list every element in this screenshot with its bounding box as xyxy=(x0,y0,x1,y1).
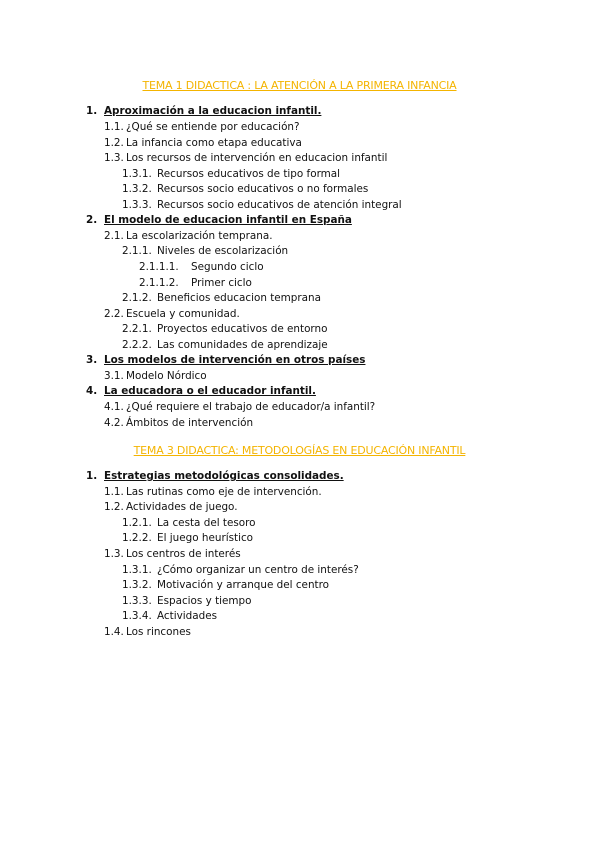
tema1-title: TEMA 1 DIDACTICA : LA ATENCIÓN A LA PRIMERA INFANCIA xyxy=(142,79,457,92)
item-text: La escolarización temprana. xyxy=(126,230,273,242)
tema1-outline-item xyxy=(122,182,368,196)
item-text: Los recursos de intervención en educacion infantil xyxy=(126,152,388,164)
tema3-outline-item xyxy=(122,516,256,530)
tema1-outline-item xyxy=(104,416,253,430)
tema1-outline-item xyxy=(104,120,300,134)
item-number: 1.3.4. xyxy=(122,610,152,622)
item-text: Recursos socio educativos o no formales xyxy=(157,183,369,195)
item-number: 1. xyxy=(86,470,98,482)
tema1-outline-item xyxy=(122,198,402,212)
item-number: 2.2.1. xyxy=(122,323,152,335)
item-number: 2.2. xyxy=(104,308,124,320)
item-text: Los modelos de intervención en otros países xyxy=(104,354,366,366)
item-text: Motivación y arranque del centro xyxy=(157,579,329,591)
tema3-outline-item xyxy=(104,547,241,561)
item-number: 2. xyxy=(86,214,98,226)
tema3-outline-item xyxy=(104,500,238,514)
tema1-outline-item xyxy=(122,291,321,305)
tema3-outline-item xyxy=(122,578,329,592)
tema1-outline-item xyxy=(122,167,340,181)
item-text: Beneficios educacion temprana xyxy=(157,292,321,304)
item-number: 1.2.2. xyxy=(122,532,152,544)
item-text: Proyectos educativos de entorno xyxy=(157,323,328,335)
item-number: 1.3.3. xyxy=(122,199,152,211)
tema1-outline-item xyxy=(104,307,240,321)
item-number: 1.3. xyxy=(104,548,124,560)
item-number: 4.2. xyxy=(104,417,124,429)
item-text: ¿Cómo organizar un centro de interés? xyxy=(157,564,359,576)
tema3-outline-item xyxy=(122,531,253,545)
item-text: La infancia como etapa educativa xyxy=(126,137,302,149)
tema3-outline-item xyxy=(122,609,217,623)
item-text: Las rutinas como eje de intervención. xyxy=(126,486,322,498)
tema3-outline-item xyxy=(86,469,344,483)
item-text: Ámbitos de intervención xyxy=(126,417,254,429)
item-text: Actividades de juego. xyxy=(126,501,238,513)
item-number: 2.2.2. xyxy=(122,339,152,351)
item-text: Niveles de escolarización xyxy=(157,245,289,257)
tema3-title: TEMA 3 DIDACTICA: METODOLOGÍAS EN EDUCACIÓN INFANTIL xyxy=(133,444,466,457)
tema1-outline-item xyxy=(104,229,273,243)
item-text: Estrategias metodológicas consolidades. xyxy=(104,470,344,482)
tema1-outline-item xyxy=(139,276,252,290)
item-text: Modelo Nórdico xyxy=(126,370,207,382)
item-text: Segundo ciclo xyxy=(191,261,264,273)
tema3-outline-item xyxy=(104,625,191,639)
item-text: Aproximación a la educacion infantil. xyxy=(104,105,322,117)
item-text: Recursos socio educativos de atención integral xyxy=(157,199,402,211)
item-text: Espacios y tiempo xyxy=(157,595,252,607)
item-number: 4.1. xyxy=(104,401,124,413)
item-number: 2.1.1.2. xyxy=(139,277,179,289)
item-text: El juego heurístico xyxy=(157,532,254,544)
tema1-outline-item xyxy=(86,353,365,367)
item-number: 2.1.1.1. xyxy=(139,261,179,273)
item-number: 1.2.1. xyxy=(122,517,152,529)
tema1-outline-item xyxy=(86,213,352,227)
tema1-outline-item xyxy=(104,369,207,383)
tema3-outline-item xyxy=(122,594,252,608)
item-text: La educadora o el educador infantil. xyxy=(104,385,316,397)
item-text: El modelo de educacion infantil en España xyxy=(104,214,352,226)
item-number: 1.2. xyxy=(104,501,124,513)
tema1-outline-item xyxy=(104,136,302,150)
item-number: 1.3.2. xyxy=(122,183,152,195)
item-text: Los rincones xyxy=(126,626,191,638)
item-text: ¿Qué se entiende por educación? xyxy=(126,121,300,133)
item-number: 1.3.2. xyxy=(122,579,152,591)
item-text: Las comunidades de aprendizaje xyxy=(157,339,328,351)
tema1-outline-item xyxy=(122,244,288,258)
item-number: 1.1. xyxy=(104,486,124,498)
item-text: Escuela y comunidad. xyxy=(126,308,240,320)
item-number: 1. xyxy=(86,105,98,117)
item-text: ¿Qué requiere el trabajo de educador/a infantil? xyxy=(126,401,376,413)
item-number: 1.2. xyxy=(104,137,124,149)
item-number: 3. xyxy=(86,354,98,366)
tema1-outline-item xyxy=(122,338,328,352)
tema1-outline-item xyxy=(86,104,321,118)
tema1-outline-item xyxy=(86,384,316,398)
item-number: 3.1. xyxy=(104,370,124,382)
item-number: 2.1.1. xyxy=(122,245,152,257)
item-number: 1.1. xyxy=(104,121,124,133)
item-text: Recursos educativos de tipo formal xyxy=(157,168,341,180)
tema1-outline-item xyxy=(122,322,327,336)
tema3-outline-item xyxy=(122,563,359,577)
item-number: 1.3.1. xyxy=(122,168,152,180)
item-number: 1.4. xyxy=(104,626,124,638)
item-number: 4. xyxy=(86,385,98,397)
tema1-outline-item xyxy=(104,151,387,165)
tema1-outline-item xyxy=(139,260,264,274)
item-number: 2.1. xyxy=(104,230,124,242)
item-number: 2.1.2. xyxy=(122,292,152,304)
item-text: La cesta del tesoro xyxy=(157,517,256,529)
tema1-outline-item xyxy=(104,400,375,414)
item-number: 1.3.3. xyxy=(122,595,152,607)
item-number: 1.3. xyxy=(104,152,124,164)
item-text: Primer ciclo xyxy=(191,277,252,289)
item-text: Actividades xyxy=(157,610,217,622)
item-text: Los centros de interés xyxy=(126,548,241,560)
item-number: 1.3.1. xyxy=(122,564,152,576)
tema3-outline-item xyxy=(104,485,322,499)
